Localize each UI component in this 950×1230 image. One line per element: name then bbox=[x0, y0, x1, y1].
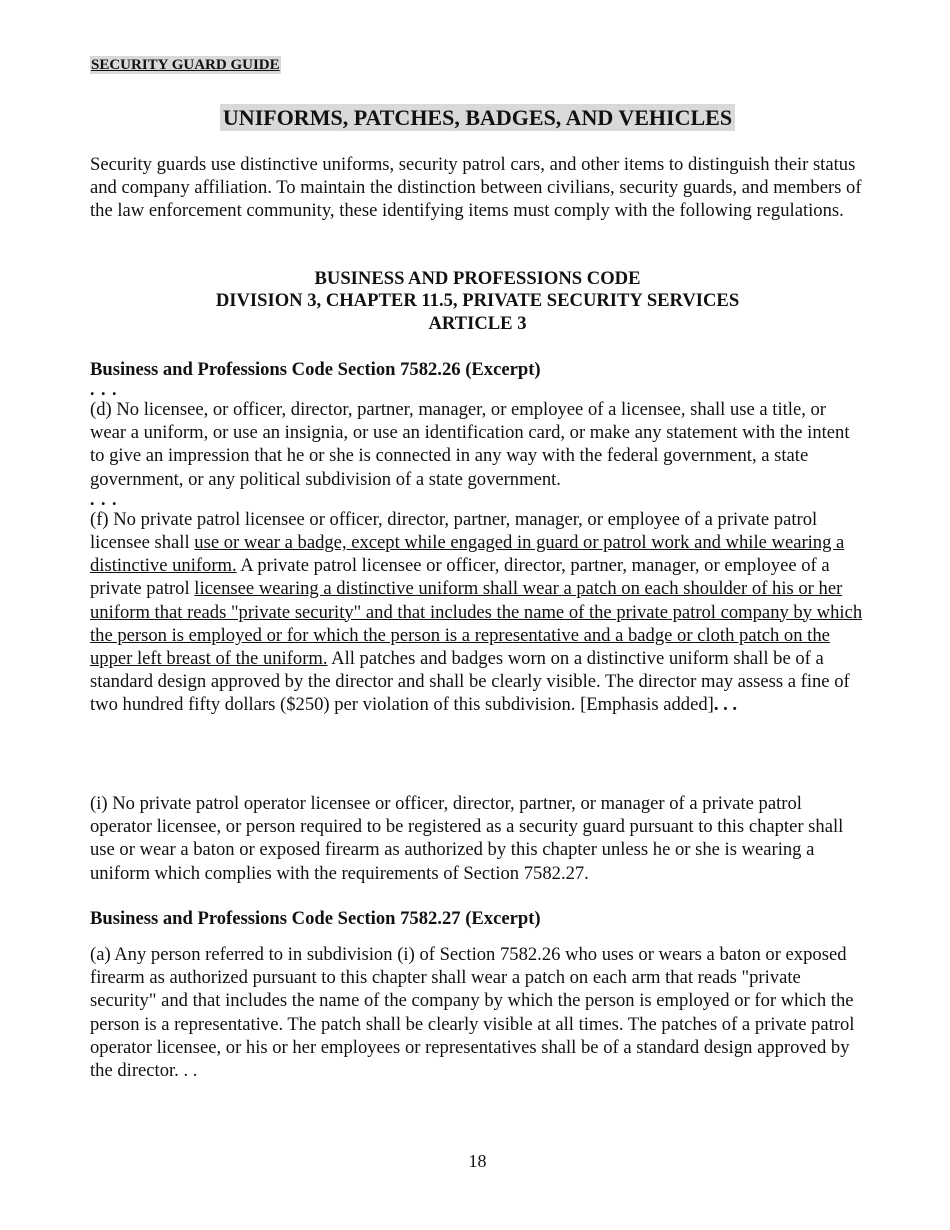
code-heading-line1: BUSINESS AND PROFESSIONS CODE bbox=[314, 268, 641, 289]
subdivision-f-emphasis: use or wear a badge, except while engaged in guard or patrol work and while wearing a distinctive uniform. bbox=[90, 532, 845, 577]
page-title: UNIFORMS, PATCHES, BADGES, AND VEHICLES bbox=[220, 104, 735, 131]
section-heading: Business and Professions Code Section 7582.26 (Excerpt) bbox=[90, 359, 541, 380]
section-heading: Business and Professions Code Section 7582.27 (Excerpt) bbox=[90, 908, 541, 929]
subdivision-f-text: (f) No private patrol licensee or officer, director, partner, manager, or employee of a private patrol licensee shall bbox=[90, 508, 818, 554]
section-7582-26 bbox=[90, 358, 865, 717]
subdivision-f-ellipsis: . . . bbox=[713, 694, 738, 716]
title-wrap bbox=[90, 104, 865, 131]
intro-paragraph: Security guards use distinctive uniforms, security patrol cars, and other items to distinguish their status and company affiliation. To maintain the distinction between civilians, security guards, and members of the law enforcement community, these identifying items must comply with the following regulations. bbox=[90, 154, 862, 222]
page-number: 18 bbox=[468, 1151, 487, 1171]
ellipsis-marker: . . . bbox=[90, 488, 118, 509]
code-heading bbox=[90, 268, 865, 335]
subdivision-a: (a) Any person referred to in subdivision (i) of Section 7582.26 who uses or wears a baton or exposed firearm as authorized pursuant to this chapter shall wear a patch on each arm that reads "private security" and that includes the name of the company by which the person is employed or for which the person is a representative. The patch shall be clearly visible at all times. The patches of a private patrol operator licensee, or his or her employees or representatives shall be of a standard design approved by the director. . . bbox=[90, 944, 855, 1082]
ellipsis-marker: . . . bbox=[90, 379, 118, 399]
subdivision-f-text: All patches and badges worn on a distinctive uniform shall be of a standard design approved by the director and shall be clearly visible. The director may assess a fine of two hundred fifty dollars ($250) per violation of this subdivision. [Emphasis added] bbox=[90, 648, 850, 716]
subdivision-d: (d) No licensee, or officer, director, partner, manager, or employee of a licensee, shall use a title, or wear a uniform, or use an insignia, or use an identification card, or make any statement with the intent to give an impression that he or she is connected in any way with the federal government, a state government, or any political subdivision of a state government. bbox=[90, 399, 850, 490]
subdivision-i: (i) No private patrol operator licensee or officer, director, partner, or manager of a private patrol operator licensee, or person required to be registered as a security guard pursuant to this chapter shall use or wear a baton or exposed firearm as authorized by this chapter unless he or she is wearing a uniform which complies with the requirements of Section 7582.27. bbox=[90, 793, 844, 884]
code-heading-line2: DIVISION 3, CHAPTER 11.5, PRIVATE SECURITY SERVICES bbox=[215, 290, 740, 312]
code-heading-line3: ARTICLE 3 bbox=[428, 312, 527, 334]
section-7582-27 bbox=[90, 907, 865, 1082]
running-header: SECURITY GUARD GUIDE bbox=[91, 57, 280, 73]
subdivision-f-text: A private patrol licensee or officer, director, partner, manager, or employee of a private patrol bbox=[90, 555, 830, 600]
subdivision-f-emphasis: licensee wearing a distinctive uniform shall wear a patch on each shoulder of his or her uniform that reads "private security" and that includes the name of the private patrol company by which the person is employed or for which the person is a representative and a badge or cloth patch on the upper left breast of the uniform. bbox=[90, 578, 863, 670]
subdivision-f bbox=[90, 508, 865, 717]
